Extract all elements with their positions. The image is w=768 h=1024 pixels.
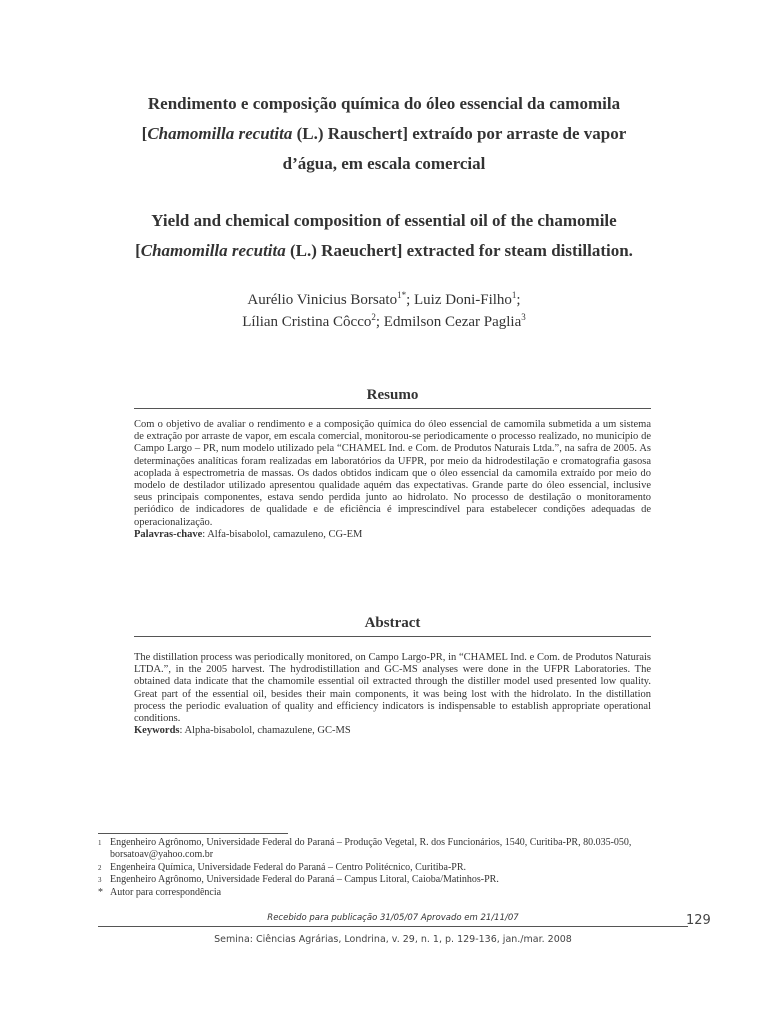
footnote-text: Autor para correspondência bbox=[110, 886, 222, 898]
title-en-line1: Yield and chemical composition of essential oil of the chamomile bbox=[151, 211, 617, 230]
resumo-keywords-label: Palavras-chave bbox=[134, 528, 203, 540]
author-affiliation-mark: 1 bbox=[511, 290, 517, 300]
footnote-item bbox=[98, 837, 688, 862]
footnote-mark: 1 bbox=[98, 839, 102, 847]
author-list bbox=[80, 289, 688, 333]
author-name: Aurélio Vinicius Borsato bbox=[247, 292, 398, 308]
author-separator: ; bbox=[516, 292, 521, 308]
page-number: 129 bbox=[686, 913, 711, 928]
author-name: ; Luiz Doni-Filho bbox=[406, 292, 512, 308]
title-english bbox=[80, 206, 688, 266]
title-portuguese bbox=[80, 89, 688, 179]
resumo-keywords: : Alfa-bisabolol, camazuleno, CG-EM bbox=[202, 528, 363, 540]
author-affiliation-mark: 3 bbox=[521, 312, 526, 322]
abstract-keywords-label: Keywords bbox=[134, 725, 180, 737]
abstract-heading: Abstract bbox=[364, 615, 421, 631]
author-affiliation-mark: 2 bbox=[371, 312, 376, 322]
footnotes bbox=[98, 837, 688, 899]
abstract-text: The distillation process was periodically monitored, on Campo Largo-PR, in “CHAMEL Ind. e Com. de Produtos Naturais LTDA.”, in the 2005 harvest. The hydrodistillation and GC-MS analyses were done in the UFPR Laboratories. The obtained data indicate that the chamomile essential oil extracted through the distiller model used presented low quality. Great part of the essential oil, besides their main components, it was being lost with the hidrolato. In the distillation process the periodic evaluation of quality and efficiency indicators is indispensable to establish appropriate operational conditions. bbox=[134, 652, 651, 725]
title-en-line2-rest: (L.) Raeuchert] extracted for steam distillation. bbox=[285, 241, 633, 260]
author-name: Lílian Cristina Côcco bbox=[242, 314, 372, 330]
resumo-text: Com o objetivo de avaliar o rendimento e a composição química do óleo essencial de camomila submetida a um sistema de extração por arraste de vapor, em escala comercial, monitorou-se periodicamente o processo realizado, no município de Campo Largo – PR, num modelo utilizado pela “CHAMEL Ind. e Com. de Produtos Naturais Ltda.”, na safra de 2005. As determinações analíticas foram realizadas em laboratórios da UFPR, por meio da hidrodestilação e cromatografia gasosa acoplada à espectrometria de massas. Os dados obtidos indicam que o óleo essencial da camomila extraído por meio do modelo de destilador utilizado apresentou qualidade aquém das expectativas. Grande parte do óleo essencial, inclusive seus principais componentes, estava sendo perdida junto ao hidrolato. No processo de destilação o monitoramento periódico de indicadores de qualidade e de eficiência é imprescindível para estabelecer condições adequadas de operacionalização. bbox=[134, 419, 651, 528]
footer-rule bbox=[98, 926, 688, 927]
footnote-item bbox=[98, 887, 688, 899]
title-en-species: Chamomilla recutita bbox=[140, 241, 286, 260]
footnote-item bbox=[98, 862, 688, 874]
title-en-bracket: [ bbox=[135, 241, 141, 260]
footnote-text: Engenheiro Agrônomo, Universidade Federal do Paraná – Produção Vegetal, R. dos Funcionários, 1540, Curitiba-PR, 80.035-050, borsatoav@yahoo.com.br bbox=[110, 837, 632, 861]
author-affiliation-mark: 1* bbox=[397, 290, 407, 300]
abstract-keywords: : Alpha-bisabolol, chamazulene, GC-MS bbox=[179, 725, 351, 737]
title-pt-line2-rest: (L.) Rauschert] extraído por arraste de vapor bbox=[292, 124, 627, 143]
authors-line1 bbox=[80, 289, 688, 311]
received-approved-dates: Recebido para publicação 31/05/07 Aprovado em 21/11/07 bbox=[267, 913, 519, 923]
footnote-text: Engenheira Química, Universidade Federal do Paraná – Centro Politécnico, Curitiba-PR. bbox=[110, 861, 467, 873]
title-pt-line2 bbox=[80, 119, 688, 149]
abstract-body bbox=[134, 652, 651, 737]
resumo-rule bbox=[134, 408, 651, 409]
journal-citation: Semina: Ciências Agrárias, Londrina, v. 29, n. 1, p. 129-136, jan./mar. 2008 bbox=[214, 934, 572, 945]
authors-line2 bbox=[80, 311, 688, 333]
footnote-mark: 3 bbox=[98, 876, 102, 885]
footnote-text: Engenheiro Agrônomo, Universidade Federal do Paraná – Campus Litoral, Caioba/Matinhos-PR. bbox=[110, 874, 499, 886]
resumo-heading: Resumo bbox=[366, 387, 419, 403]
abstract-rule bbox=[134, 636, 651, 637]
title-pt-line3: d’água, em escala comercial bbox=[282, 154, 486, 173]
footnote-rule bbox=[98, 833, 288, 834]
footnote-mark: * bbox=[98, 886, 103, 898]
title-pt-line1: Rendimento e composição química do óleo essencial da camomila bbox=[147, 94, 621, 113]
footnote-item bbox=[98, 874, 688, 886]
title-en-line2 bbox=[80, 236, 688, 266]
resumo-body bbox=[134, 419, 651, 541]
title-pt-bracket: [ bbox=[141, 124, 148, 143]
footnote-mark: 2 bbox=[98, 863, 102, 872]
author-name: ; Edmilson Cezar Paglia bbox=[375, 314, 522, 330]
title-pt-species: Chamomilla recutita bbox=[147, 124, 293, 143]
